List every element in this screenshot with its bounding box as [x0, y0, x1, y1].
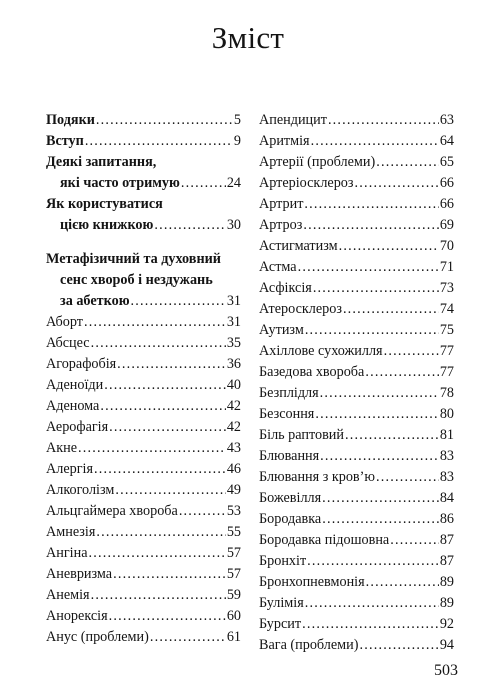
toc-page-number: 77 [439, 364, 454, 380]
toc-entry[interactable] [46, 194, 241, 215]
dot-leader [343, 299, 439, 320]
dot-leader [304, 194, 438, 215]
toc-page-number: 53 [226, 503, 241, 519]
dot-leader [305, 320, 439, 341]
toc-page-number: 69 [439, 217, 454, 233]
toc-entry-title: цією книжкою [60, 217, 154, 233]
page-number: 503 [434, 662, 458, 679]
dot-leader [322, 509, 439, 530]
toc-entry[interactable] [259, 110, 454, 131]
dot-leader [303, 215, 438, 236]
toc-entry[interactable] [259, 341, 454, 362]
toc-entry[interactable] [259, 446, 454, 467]
dot-leader [365, 362, 438, 383]
toc-entry-title: Апендицит [259, 112, 327, 128]
toc-page-number: 61 [226, 629, 241, 645]
toc-entry-title: Аутизм [259, 322, 304, 338]
toc-entry[interactable] [259, 404, 454, 425]
dot-leader [131, 291, 226, 312]
toc-entry[interactable] [46, 480, 241, 501]
dot-leader [307, 551, 439, 572]
dot-leader [104, 375, 226, 396]
toc-entry[interactable] [46, 215, 241, 236]
toc-entry-title: Артроз [259, 217, 303, 233]
dot-leader [359, 635, 438, 656]
toc-entry-title: Блювання з кров’ю [259, 469, 375, 485]
toc-entry[interactable] [46, 459, 241, 480]
toc-entry[interactable] [46, 585, 241, 606]
toc-entry-title: Бурсит [259, 616, 302, 632]
dot-leader [345, 425, 439, 446]
toc-page-number: 87 [439, 553, 454, 569]
toc-page-number: 78 [439, 385, 454, 401]
dot-leader [366, 572, 439, 593]
dot-leader [94, 459, 226, 480]
toc-entry-title: Блювання [259, 448, 320, 464]
toc-page-number: 81 [439, 427, 454, 443]
toc-page-number: 55 [226, 524, 241, 540]
toc-page-number: 73 [439, 280, 454, 296]
toc-entry-title: Артерії (проблеми) [259, 154, 376, 170]
toc-entry-title: за абеткою [60, 293, 130, 309]
toc-entry[interactable] [259, 215, 454, 236]
dot-leader [328, 110, 439, 131]
dot-leader [376, 152, 439, 173]
toc-entry-title: Ангіна [46, 545, 88, 561]
toc-entry-title: Аденоїди [46, 377, 104, 393]
toc-entry[interactable] [46, 354, 241, 375]
toc-entry[interactable] [259, 131, 454, 152]
toc-entry[interactable] [259, 236, 454, 257]
toc-page-number: 80 [439, 406, 454, 422]
dot-leader [115, 480, 225, 501]
toc-entry-title: Астма [259, 259, 297, 275]
toc-entry-title: які часто отримую [60, 175, 180, 191]
toc-entry[interactable] [46, 249, 241, 270]
toc-entry[interactable] [259, 362, 454, 383]
toc-entry-title: Бронхіт [259, 553, 307, 569]
toc-entry[interactable] [46, 627, 241, 648]
toc-page-number: 5 [233, 112, 241, 128]
toc-page-number: 75 [439, 322, 454, 338]
dot-leader [84, 312, 226, 333]
toc-entry[interactable] [46, 522, 241, 543]
toc-entry-title: Аневризма [46, 566, 113, 582]
toc-column-left [46, 110, 241, 648]
toc-entry-title: Агорафобія [46, 356, 117, 372]
toc-entry[interactable] [259, 383, 454, 404]
toc-column-right [259, 110, 454, 656]
toc-entry[interactable] [46, 543, 241, 564]
toc-entry-title: Артрит [259, 196, 304, 212]
toc-entry-title: Аборт [46, 314, 83, 330]
dot-leader [322, 488, 439, 509]
dot-leader [376, 467, 439, 488]
toc-page-number: 74 [439, 301, 454, 317]
dot-leader [96, 522, 225, 543]
toc-entry-title: Аерофагія [46, 419, 109, 435]
toc-entry[interactable] [259, 614, 454, 635]
toc-entry[interactable] [46, 173, 241, 194]
toc-page-number: 35 [226, 335, 241, 351]
dot-leader [150, 627, 226, 648]
dot-leader [78, 438, 226, 459]
toc-entry[interactable] [46, 333, 241, 354]
page-title: Зміст [211, 20, 285, 55]
dot-leader [339, 236, 439, 257]
dot-leader [89, 543, 226, 564]
dot-leader [305, 593, 439, 614]
toc-entry-title: Анус (проблеми) [46, 629, 149, 645]
toc-entry[interactable] [46, 438, 241, 459]
toc-entry-title: Подяки [46, 112, 95, 128]
dot-leader [91, 585, 226, 606]
toc-entry[interactable] [46, 152, 241, 173]
toc-entry-title: Артеріосклероз [259, 175, 354, 191]
toc-page-number: 36 [226, 356, 241, 372]
dot-leader [315, 404, 438, 425]
toc-entry-title: Божевілля [259, 490, 322, 506]
toc-entry[interactable] [259, 467, 454, 488]
toc-page-number: 65 [439, 154, 454, 170]
dot-leader [85, 131, 233, 152]
dot-leader [179, 501, 226, 522]
dot-leader [91, 333, 226, 354]
toc-entry[interactable] [259, 425, 454, 446]
dot-leader [113, 564, 226, 585]
dot-leader [100, 396, 225, 417]
toc-spacer [46, 236, 241, 249]
toc-entry[interactable] [259, 278, 454, 299]
toc-entry[interactable] [46, 606, 241, 627]
toc-entry[interactable] [46, 110, 241, 131]
toc-entry-title: Безплідля [259, 385, 319, 401]
toc-entry-title: Астигматизм [259, 238, 338, 254]
toc-entry[interactable] [46, 270, 241, 291]
dot-leader [320, 383, 439, 404]
toc-entry[interactable] [259, 635, 454, 656]
toc-page-number: 71 [439, 259, 454, 275]
dot-leader [384, 341, 439, 362]
dot-leader [390, 530, 439, 551]
toc-page-number: 89 [439, 595, 454, 611]
toc-entry[interactable] [259, 488, 454, 509]
toc-page-number: 66 [439, 175, 454, 191]
toc-page-number: 24 [226, 175, 241, 191]
dot-leader [355, 173, 439, 194]
toc-page-number: 77 [439, 343, 454, 359]
toc-page-number: 59 [226, 587, 241, 603]
toc-page-number: 84 [439, 490, 454, 506]
dot-leader [109, 417, 226, 438]
toc-entry-title: Бородавка підошовна [259, 532, 390, 548]
dot-leader [109, 606, 226, 627]
toc-page-number: 89 [439, 574, 454, 590]
toc-entry-title: сенс хвороб і нездужань [60, 272, 213, 288]
toc-page-number: 46 [226, 461, 241, 477]
toc-entry-title: Деякі запитання, [46, 154, 157, 170]
toc-entry-title: Абсцес [46, 335, 90, 351]
dot-leader [117, 354, 226, 375]
toc-entry[interactable] [259, 152, 454, 173]
toc-entry-title: Безсоння [259, 406, 315, 422]
toc-entry[interactable] [259, 299, 454, 320]
dot-leader [96, 110, 233, 131]
toc-entry[interactable] [46, 312, 241, 333]
toc-page-number: 83 [439, 469, 454, 485]
toc-entry-title: Базедова хвороба [259, 364, 365, 380]
toc-page-number: 57 [226, 566, 241, 582]
toc-entry-title: Вага (проблеми) [259, 637, 359, 653]
dot-leader [313, 278, 439, 299]
toc-entry-title: Аденома [46, 398, 100, 414]
toc-page-number: 9 [233, 133, 241, 149]
toc-entry-title: Булімія [259, 595, 304, 611]
toc-page-number: 31 [226, 314, 241, 330]
toc-page-number: 66 [439, 196, 454, 212]
toc-page-number: 63 [439, 112, 454, 128]
toc-entry-title: Акне [46, 440, 78, 456]
dot-leader [320, 446, 439, 467]
toc-page-number: 43 [226, 440, 241, 456]
dot-leader [311, 131, 439, 152]
toc-entry[interactable] [46, 501, 241, 522]
toc-entry[interactable] [46, 375, 241, 396]
toc-page-number: 60 [226, 608, 241, 624]
toc-page-number: 64 [439, 133, 454, 149]
dot-leader [298, 257, 439, 278]
toc-page-number: 42 [226, 419, 241, 435]
toc-entry[interactable] [46, 291, 241, 312]
dot-leader [302, 614, 439, 635]
toc-page-number: 86 [439, 511, 454, 527]
toc-entry[interactable] [259, 572, 454, 593]
toc-page-number: 57 [226, 545, 241, 561]
toc-page-number: 40 [226, 377, 241, 393]
toc-entry[interactable] [259, 593, 454, 614]
toc-entry-title: Метафізичний та духовний [46, 251, 221, 267]
toc-entry[interactable] [259, 257, 454, 278]
toc-entry[interactable] [46, 131, 241, 152]
toc-entry-title: Ахіллове сухожилля [259, 343, 383, 359]
toc-entry-title: Атеросклероз [259, 301, 342, 317]
toc-page-number: 94 [439, 637, 454, 653]
toc-entry[interactable] [46, 396, 241, 417]
toc-entry-title: Аритмія [259, 133, 310, 149]
toc-page-number: 87 [439, 532, 454, 548]
toc-entry-title: Алкоголізм [46, 482, 115, 498]
dot-leader [181, 173, 226, 194]
toc-page-number: 70 [439, 238, 454, 254]
toc-page-number: 30 [226, 217, 241, 233]
toc-entry-title: Асфіксія [259, 280, 312, 296]
toc-entry-title: Вступ [46, 133, 84, 149]
toc-entry-title: Амнезія [46, 524, 96, 540]
toc-entry[interactable] [46, 564, 241, 585]
toc-entry[interactable] [259, 173, 454, 194]
toc-page-number: 83 [439, 448, 454, 464]
toc-page-number: 42 [226, 398, 241, 414]
dot-leader [154, 215, 225, 236]
toc-entry-title: Біль раптовий [259, 427, 344, 443]
toc-entry[interactable] [259, 194, 454, 215]
toc-entry[interactable] [259, 530, 454, 551]
toc-entry-title: Анемія [46, 587, 90, 603]
toc-entry[interactable] [259, 509, 454, 530]
toc-entry-title: Анорексія [46, 608, 108, 624]
toc-page-number: 31 [226, 293, 241, 309]
toc-entry-title: Альцгаймера хвороба [46, 503, 178, 519]
toc-entry[interactable] [46, 417, 241, 438]
toc-entry[interactable] [259, 320, 454, 341]
toc-entry-title: Алергія [46, 461, 94, 477]
toc-page-number: 49 [226, 482, 241, 498]
toc-entry-title: Як користуватися [46, 196, 163, 212]
toc-page-number: 92 [439, 616, 454, 632]
toc-entry[interactable] [259, 551, 454, 572]
toc-entry-title: Бронхопневмонія [259, 574, 365, 590]
toc-entry-title: Бородавка [259, 511, 322, 527]
